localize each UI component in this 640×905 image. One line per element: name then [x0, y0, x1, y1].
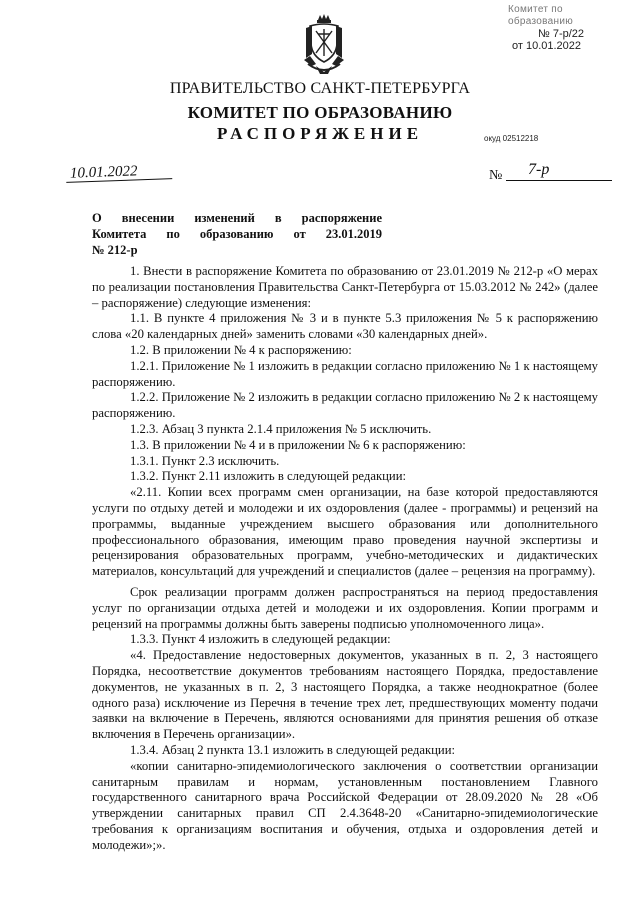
document-type: РАСПОРЯЖЕНИЕ — [216, 124, 424, 143]
paragraph-item-1-3-2: 1.3.2. Пункт 2.11 изложить в следующей редакции: — [130, 469, 407, 484]
subject-line: Комитета по образованию от 23.01.2019 — [92, 227, 382, 241]
committee-title: КОМИТЕТ ПО ОБРАЗОВАНИЮ — [187, 103, 453, 122]
registration-stamp — [508, 4, 618, 52]
document-subject — [92, 210, 382, 258]
paragraph-item-1: 1. Внести в распоряжение Комитета по образованию от 23.01.2019 № 212-р «О мерах по реализации постановления Правительства Санкт-Петербурга от 15.03.2012 № 242» (далее – распоряжение) следующие изменения: — [92, 264, 598, 310]
paragraph-item-1-2-2: 1.2.2. Приложение № 2 изложить в редакции согласно приложению № 2 к настоящему распоряжению. — [92, 390, 598, 421]
subject-line: О внесении изменений в распоряжение — [92, 211, 382, 225]
subject-line: № 212-р — [92, 243, 138, 257]
paragraph-item-1-1: 1.1. В пункте 4 приложения № 3 и в пункте 5.3 приложения № 5 к распоряжению слова «20 календарных дней» заменить словами «30 календарных дней». — [92, 311, 598, 342]
paragraph-item-1-3-4: 1.3.4. Абзац 2 пункта 13.1 изложить в следующей редакции: — [130, 742, 456, 757]
paragraph-item-1-3-1: 1.3.1. Пункт 2.3 исключить. — [130, 453, 280, 468]
quoted-paragraph: «2.11. Копии всех программ смен организации, на базе которой предоставляются услуги по отдыху детей и молодежи и их оздоровления (далее - программы) и рецензий на программы, выданные учреждением высшего образования или дополнительного профессионального образования, имеющим право проведения научной экспертизы и рецензирования образовательных программ, учебно-методических и дидактических материалов, консультаций для учреждений и специалистов (далее – рецензия на программу). — [92, 485, 598, 579]
quoted-paragraph: «копии санитарно-эпидемиологического заключения о соответствии организации санитарным правилам и нормам, установленным постановлением Главного государственного санитарного врача Российской Федерации от 28.09.2020 № 28 «Об утверждении санитарных правил СП 2.4.3648-20 «Санитарно-эпидемиологические требования к организациям воспитания и обучения, отдыха и оздоровления детей и молодежи»;». — [92, 758, 598, 852]
quoted-paragraph: «4. Предоставление недостоверных документов, указанных в п. 2, 3 настоящего Порядка, несоответствие документов требованиям настоящего Порядка, предоставление документов, не указанных в п. 2, 3 настоящего Порядка, а также неоднократное (более одного раза) исключение из Перечня в течение трех лет, предшествующих моменту подачи заявки на включение в Перечень, являются основаниями для принятия решения об отказе включения в Перечень организации». — [92, 648, 598, 742]
stamp-date: от 10.01.2022 — [512, 40, 582, 52]
paragraph-item-1-3: 1.3. В приложении № 4 и в приложении № 6 к распоряжению: — [130, 437, 466, 452]
paragraph-item-1-3-3: 1.3.3. Пункт 4 изложить в следующей редакции: — [130, 632, 391, 647]
paragraph-item-1-2-3: 1.2.3. Абзац 3 пункта 2.1.4 приложения № 5 исключить. — [130, 421, 432, 436]
number-label: № — [489, 168, 503, 183]
stamp-issuer: Комитет по образованию — [508, 4, 574, 27]
okud-code: окуд 02512218 — [484, 134, 539, 143]
stamp-number: № 7-р/22 — [538, 28, 585, 40]
coat-of-arms-icon — [302, 14, 346, 76]
document-body — [92, 264, 598, 853]
government-title: ПРАВИТЕЛЬСТВО САНКТ-ПЕТЕРБУРГА — [169, 80, 471, 97]
document-number: 7-р — [506, 160, 612, 181]
paragraph-item-1-2: 1.2. В приложении № 4 к распоряжению: — [130, 342, 352, 357]
quoted-paragraph: Срок реализации программ должен распространяться на период предоставления услуг по организации отдыха детей и молодежи и их оздоровления. Копии программ и рецензий на программы должны быть заверены подписью уполномоченного лица». — [92, 584, 598, 631]
document-date: 10.01.2022 — [66, 162, 173, 183]
paragraph-item-1-2-1: 1.2.1. Приложение № 1 изложить в редакции согласно приложению № 1 к настоящему распоряжению. — [92, 358, 598, 389]
